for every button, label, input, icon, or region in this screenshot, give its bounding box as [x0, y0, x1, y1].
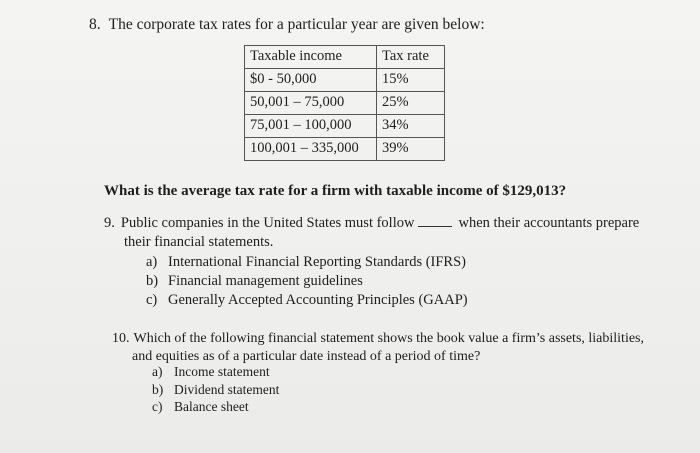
table-cell: $0 - 50,000	[245, 69, 377, 92]
table-cell: 34%	[377, 115, 445, 138]
option-text: Dividend statement	[174, 381, 280, 397]
option-label: a)	[152, 364, 163, 379]
table-row	[245, 92, 445, 115]
option-b	[146, 272, 468, 291]
answer-blank	[418, 216, 452, 227]
option-label: c)	[146, 292, 158, 308]
table-cell: 75,001 – 100,000	[245, 115, 377, 138]
question-10-text-line-1: Which of the following financial statement shows the book value a firm’s assets, liabilities,	[133, 331, 644, 346]
table-header-cell: Taxable income	[245, 46, 377, 69]
question-10-number: 10.	[112, 331, 130, 346]
option-c	[152, 398, 279, 416]
option-label: b)	[146, 273, 159, 289]
option-text: International Financial Reporting Standards (IFRS)	[168, 254, 467, 270]
question-10-options	[152, 363, 279, 416]
question-9	[104, 214, 639, 252]
option-label: a)	[146, 254, 158, 270]
table-cell: 25%	[377, 92, 445, 115]
tax-rate-table	[244, 45, 445, 161]
option-text: Generally Accepted Accounting Principles (GAAP)	[168, 292, 468, 308]
table-cell: 15%	[377, 69, 445, 92]
question-9-text-before-blank: Public companies in the United States must follow	[120, 215, 415, 231]
question-9-number: 9.	[104, 215, 115, 231]
table-row	[245, 69, 445, 92]
question-9-line-2: their financial statements.	[124, 234, 274, 250]
table-header-row	[245, 46, 445, 69]
question-9-line-1	[104, 214, 639, 233]
question-10	[112, 330, 644, 366]
table-row	[245, 115, 445, 138]
option-text: Income statement	[174, 364, 270, 379]
table-cell: 50,001 – 75,000	[245, 92, 377, 115]
table-cell: 100,001 – 335,000	[245, 138, 377, 161]
average-tax-rate-prompt: What is the average tax rate for a firm with taxable income of $129,013?	[104, 183, 567, 199]
question-10-line-1	[112, 330, 644, 348]
option-text: Balance sheet	[174, 399, 249, 414]
question-10-line-2: and equities as of a particular date instead of a period of time?	[132, 349, 481, 364]
table-cell: 39%	[377, 138, 445, 161]
question-9-text-after-blank: when their accountants prepare	[458, 215, 640, 231]
table-row	[245, 138, 445, 161]
option-text: Financial management guidelines	[168, 273, 363, 289]
option-c	[146, 291, 468, 310]
question-8-number: 8.	[89, 16, 101, 33]
question-8-text: The corporate tax rates for a particular year are given below:	[108, 16, 485, 33]
option-a	[152, 363, 279, 381]
table-header-cell: Tax rate	[377, 46, 445, 69]
option-label: c)	[152, 399, 163, 414]
option-a	[146, 253, 468, 272]
question-9-options	[146, 253, 468, 310]
option-label: b)	[152, 381, 164, 397]
question-8	[89, 16, 485, 34]
option-b	[152, 381, 279, 399]
